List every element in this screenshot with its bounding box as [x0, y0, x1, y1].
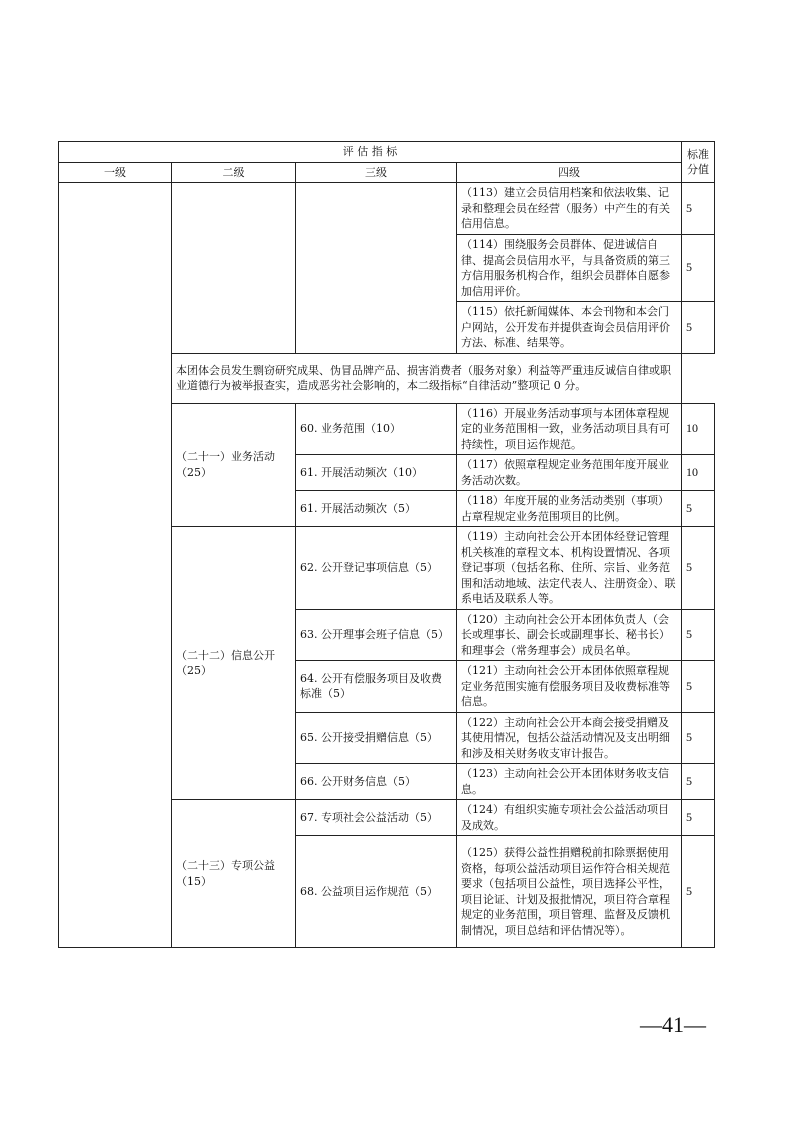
level4-cell: （113）建立会员信用档案和依法收集、记录和整理会员在经营（服务）中产生的有关信用信息。 [457, 183, 682, 235]
level4-cell: （123）主动向社会公开本团体财务收支信息。 [457, 764, 682, 800]
header-level2: 二级 [172, 162, 296, 183]
level4-cell: （122）主动向社会公开本商会接受捐赠及其使用情况，包括公益活动情况及支出明细和涉及相关财务收支审计报告。 [457, 712, 682, 764]
note-cell: 本团体会员发生剽窃研究成果、伪冒品牌产品、损害消费者（服务对象）利益等严重违反诚信自律或职业道德行为被举报查实，造成恶劣社会影响的，本二级指标“自律活动”整项记 0 分。 [172, 353, 682, 403]
score-cell: 5 [682, 836, 715, 948]
level3-cell: 68. 公益项目运作规范（5） [296, 836, 457, 948]
level3-cell: 63. 公开理事会班子信息（5） [296, 609, 457, 661]
score-cell: 5 [682, 712, 715, 764]
header-level1: 一级 [59, 162, 172, 183]
level4-cell: （114）围绕服务会员群体、促进诚信自律、提高会员信用水平，与具备资质的第三方信用服务机构合作，组织会员群体自愿参加信用评价。 [457, 235, 682, 302]
page-number: —41— [640, 1012, 706, 1037]
table-row [59, 183, 715, 235]
level3-cell: 61. 开展活动频次（5） [296, 491, 457, 527]
level2-cell-continued [172, 183, 296, 354]
score-cell: 5 [682, 527, 715, 610]
level4-cell: （118）年度开展的业务活动类别（事项）占章程规定业务范围项目的比例。 [457, 491, 682, 527]
header-standard-line2: 分值 [687, 163, 709, 176]
score-cell: 5 [682, 609, 715, 661]
score-cell: 5 [682, 183, 715, 235]
score-cell: 10 [682, 455, 715, 491]
header-standard-line1: 标准 [687, 147, 709, 161]
level3-cell: 61. 开展活动频次（10） [296, 455, 457, 491]
level4-cell: （120）主动向社会公开本团体负责人（会长或理事长、副会长或副理事长、秘书长）和理事会（常务理事会）成员名单。 [457, 609, 682, 661]
score-cell: 5 [682, 235, 715, 302]
header-level4: 四级 [457, 162, 682, 183]
header-evaluation: 评 估 指 标 [59, 142, 682, 163]
level3-cell: 67. 专项社会公益活动（5） [296, 800, 457, 836]
level3-cell: 60. 业务范围（10） [296, 403, 457, 455]
level4-cell: （124）有组织实施专项社会公益活动项目及成效。 [457, 800, 682, 836]
level4-cell: （116）开展业务活动事项与本团体章程规定的业务范围相一致，业务活动项目具有可持续性，项目运作规范。 [457, 403, 682, 455]
level4-cell: （119）主动向社会公开本团体经登记管理机关核准的章程文本、机构设置情况、各项登记事项（包括名称、住所、宗旨、业务范围和活动地域、法定代表人、注册资金）、联系电话及联系人等。 [457, 527, 682, 610]
level4-cell: （115）依托新闻媒体、本会刊物和本会门户网站，公开发布并提供查询会员信用评价方法、标准、结果等。 [457, 302, 682, 354]
level3-cell-continued [296, 183, 457, 354]
level2-cell-disclosure: （二十二）信息公开（25） [172, 527, 296, 800]
score-cell: 5 [682, 764, 715, 800]
header-row-title [59, 142, 715, 163]
header-level3: 三级 [296, 162, 457, 183]
score-cell: 10 [682, 403, 715, 455]
level4-cell: （121）主动向社会公开本团体依照章程规定业务范围实施有偿服务项目及收费标准等信息。 [457, 661, 682, 713]
score-cell: 5 [682, 302, 715, 354]
level3-cell: 66. 公开财务信息（5） [296, 764, 457, 800]
header-row-levels [59, 162, 715, 183]
level3-cell: 62. 公开登记事项信息（5） [296, 527, 457, 610]
level1-cell [59, 183, 172, 948]
level3-cell: 64. 公开有偿服务项目及收费标准（5） [296, 661, 457, 713]
header-standard-score [682, 142, 715, 183]
evaluation-table [58, 141, 715, 948]
level2-cell-business: （二十一）业务活动（25） [172, 403, 296, 527]
score-cell: 5 [682, 800, 715, 836]
score-cell: 5 [682, 491, 715, 527]
level3-cell: 65. 公开接受捐赠信息（5） [296, 712, 457, 764]
level4-cell: （125）获得公益性捐赠税前扣除票据使用资格，每项公益活动项目运作符合相关规范要求（包括项目公益性，项目选择公平性，项目论证、计划及报批情况，项目符合章程规定的业务范围，项目管理、监督及反馈机制情况，项目总结和评估情况等）。 [457, 836, 682, 948]
level4-cell: （117）依照章程规定业务范围年度开展业务活动次数。 [457, 455, 682, 491]
level2-cell-public-welfare: （二十三）专项公益（15） [172, 800, 296, 948]
score-cell: 5 [682, 661, 715, 713]
